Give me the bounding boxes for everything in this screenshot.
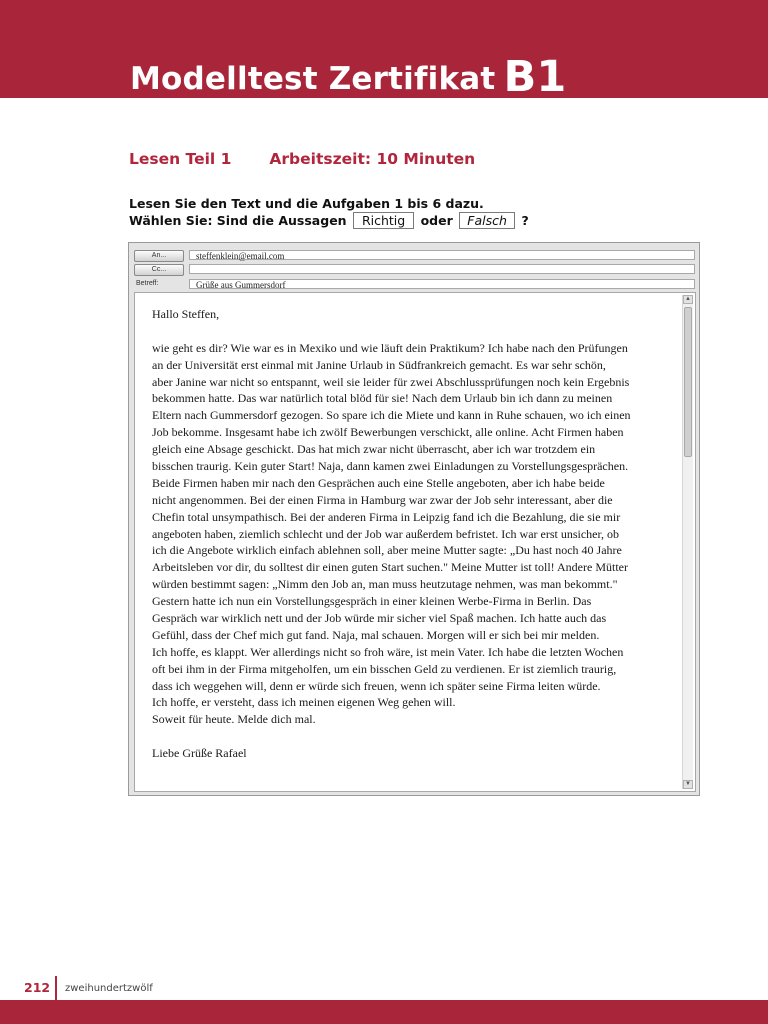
instruction-line-1: Lesen Sie den Text und die Aufgaben 1 bis 6 dazu. [129, 196, 484, 211]
page-number-word: zweihundertzwölf [65, 983, 153, 994]
email-body-line: Liebe Grüße Rafael [152, 746, 247, 761]
instruction-line-2 [129, 212, 529, 229]
cc-field[interactable] [189, 264, 695, 274]
email-body-line: würden bestimmt sagen: „Nimm den Job an, man muss heutzutage nehmen, was man bekommt." [152, 577, 618, 592]
page-title-text: Modelltest Zertifikat [130, 61, 496, 97]
email-window [128, 242, 700, 796]
footer-band [0, 1000, 768, 1024]
email-body-line: Ich hoffe, er versteht, dass ich meinen eigenen Weg gehen will. [152, 695, 456, 710]
email-body-line: wie geht es dir? Wie war es in Mexiko und wie läuft dein Praktikum? Ich habe nach den Prüfungen [152, 340, 628, 355]
email-body-line: Beide Firmen haben mir nach den Gesprächen auch eine Stelle angeboten, aber ich habe beide [152, 475, 605, 490]
email-body-text [152, 306, 682, 762]
email-body-line: Arbeitsleben vor dir, du solltest dir einen guten Start suchen." Meine Mutter ist toll! Andere Mütter [152, 560, 628, 575]
email-body-line: Hallo Steffen, [152, 307, 220, 321]
email-body-line: bisschen traurig. Kein guter Start! Naja, dann kamen zwei Einladungen zu Vorstellungsgesprächen. [152, 459, 629, 474]
cc-button[interactable]: Cc... [134, 264, 184, 276]
scroll-up-arrow-icon[interactable]: ▲ [683, 295, 693, 304]
email-body-line: Gefühl, dass der Chef mich gut fand. Naja, mal schauen. Morgen will er sich bei mir melden. [152, 627, 600, 642]
email-body-line: aber Janine war nicht so entspannt, weil sie leider für zwei Abschlussprüfungen noch kein Ergebnis [152, 374, 630, 389]
section-heading [129, 150, 475, 168]
email-body-line: Ich hoffe, es klappt. Wer allerdings nicht so froh wäre, ist mein Vater. Ich habe die letzten Wochen [152, 644, 624, 659]
vertical-scrollbar[interactable] [682, 295, 693, 789]
to-button[interactable]: An... [134, 250, 184, 262]
email-body-line [152, 323, 682, 340]
email-body-line: ich die Angebote wirklich einfach ablehnen soll, aber meine Mutter sagte: „Du hast noch 40 Jahre [152, 543, 622, 558]
to-field[interactable]: steffenklein@email.com [189, 250, 695, 260]
scroll-down-arrow-icon[interactable]: ▼ [683, 780, 693, 789]
instruction-suffix: ? [521, 213, 529, 228]
instruction-connector: oder [420, 213, 453, 228]
email-body-line: Eltern nach Gummersdorf gezogen. So spare ich die Miete und kann in Ruhe schauen, wo ich einen [152, 408, 631, 423]
email-body-line: an der Universität erst einmal mit Janine Urlaub in Südfrankreich gemacht. Es war sehr schön, [152, 357, 606, 372]
scroll-thumb[interactable] [684, 307, 692, 457]
page-title [130, 50, 567, 100]
email-body-line: oft bei ihm in der Firma mitgeholfen, um ein bisschen Geld zu verdienen. Er ist ziemlich traurig, [152, 661, 617, 676]
page-number: 212 [24, 980, 51, 995]
section-title: Lesen Teil 1 [129, 150, 232, 168]
email-body-line: nicht angenommen. Bei der einen Firma in Hamburg war zwar der Job sehr interessant, aber die [152, 492, 613, 507]
option-richtig-box: Richtig [353, 212, 414, 229]
email-body-line: gleich eine Absage geschickt. Das hat mich zwar nicht überrascht, aber ich war trotzdem ein [152, 442, 596, 457]
email-body-line: Gestern hatte ich nun ein Vorstellungsgespräch in einer kleinen Werbe-Firma in Berlin. Das [152, 594, 592, 609]
email-body-line: angeboten haben, ziemlich schlecht und der Job war außerdem befristet. Ich war erst unsicher, ob [152, 526, 620, 541]
email-body-line: bekommen hatte. Das war natürlich total blöd für sie! Nach dem Urlaub bin ich dann zu meinen [152, 391, 613, 406]
subject-field[interactable]: Grüße aus Gummersdorf [189, 279, 695, 289]
email-body-line: Chefin total unsympathisch. Bei der anderen Firma in Leipzig fand ich die Bezahlung, die sie mir [152, 509, 621, 524]
email-body[interactable] [134, 292, 696, 792]
option-falsch-box: Falsch [459, 212, 515, 229]
level-label: B1 [503, 52, 567, 102]
email-body-line: Soweit für heute. Melde dich mal. [152, 712, 316, 727]
email-body-line: Job bekomme. Insgesamt habe ich zwölf Bewerbungen verschickt, alle online. Acht Firmen haben [152, 425, 624, 440]
email-body-line: Gespräch war wirklich nett und der Job würde mir sicher viel Spaß machen. Ich hatte auch das [152, 611, 607, 626]
instruction-prefix: Wählen Sie: Sind die Aussagen [129, 213, 347, 228]
subject-label: Betreff: [136, 280, 159, 287]
time-limit: Arbeitszeit: 10 Minuten [269, 150, 476, 168]
email-body-line: dass ich weggehen will, denn er würde sich freuen, wenn ich später seine Firma leiten würde. [152, 678, 601, 693]
email-body-line [152, 728, 682, 745]
